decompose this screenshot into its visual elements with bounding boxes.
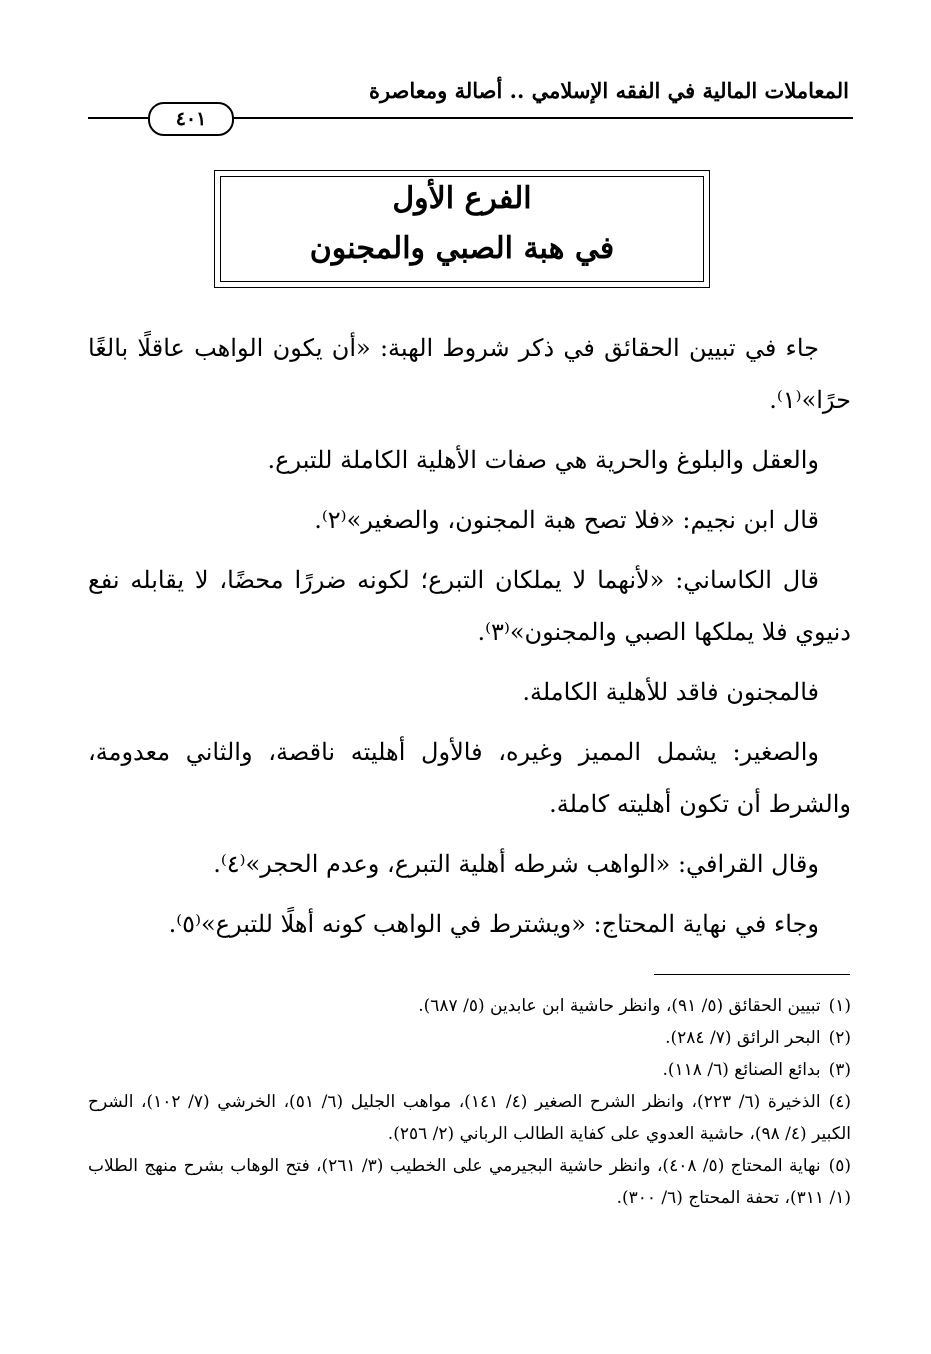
footnote-number: (٢) [828,1028,851,1048]
footnote-separator [654,974,850,975]
footnote-text: بدائع الصنائع (٦/ ١١٨). [662,1060,821,1080]
footnote-number: (٤) [828,1092,851,1112]
page-number: ٤٠١ [148,102,234,136]
footnote-text: نهاية المحتاج (٥/ ٤٠٨)، وانظر حاشية البجيرمي على الخطيب (٣/ ٢٦١)، فتح الوهاب بشرح منهج الطلاب (١/ ٣١١)، تحفة المحتاج (٦/ ٣٠٠). [88,1156,851,1208]
footnote [88,1054,851,1086]
paragraph: وقال القرافي: «الواهب شرطه أهلية التبرع، وعدم الحجر»⁽٤⁾. [213,850,819,878]
paragraph: فالمجنون فاقد للأهلية الكاملة. [522,678,819,706]
footnotes [88,990,851,1214]
paragraph: قال الكاساني: «لأنهما لا يملكان التبرع؛ لكونه ضررًا محضًا، لا يقابله نفع دنيوي فلا يملكها الصبي والمجنون»⁽٣⁾. [88,566,851,646]
paragraph: والعقل والبلوغ والحرية هي صفات الأهلية الكاملة للتبرع. [267,446,819,474]
paragraph: وجاء في نهاية المحتاج: «ويشترط في الواهب كونه أهلًا للتبرع»⁽٥⁾. [168,910,819,938]
body-text [88,322,851,950]
paragraph: جاء في تبيين الحقائق في ذكر شروط الهبة: «أن يكون الواهب عاقلًا بالغًا حرًا»⁽١⁾. [88,334,851,414]
footnote [88,1150,851,1214]
paragraph: قال ابن نجيم: «فلا تصح هبة المجنون، والصغير»⁽٢⁾. [314,506,819,534]
footnote [88,1022,851,1054]
footnote-number: (٥) [828,1156,851,1176]
footnote-number: (١) [828,996,851,1016]
footnote-text: البحر الرائق (٧/ ٢٨٤). [665,1028,821,1048]
footnote-text: الذخيرة (٦/ ٢٢٣)، وانظر الشرح الصغير (٤/ ١٤١)، مواهب الجليل (٦/ ٥١)، الخرشي (٧/ ١٠٢)، الشرح الكبير (٤/ ٩٨)، حاشية العدوي على كفاية الطالب الرباني (٢/ ٢٥٦). [88,1092,851,1144]
footnote [88,1086,851,1150]
footnote-text: تبيين الحقائق (٥/ ٩١)، وانظر حاشية ابن عابدين (٥/ ٦٨٧). [418,996,821,1016]
paragraph: والصغير: يشمل المميز وغيره، فالأول أهليته ناقصة، والثاني معدومة، والشرط أن تكون أهليته كاملة. [88,738,851,818]
section-title-box [214,170,710,288]
section-title-line-2: في هبة الصبي والمجنون [309,231,615,266]
running-header-title: المعاملات المالية في الفقه الإسلامي .. أصالة ومعاصرة [368,78,849,103]
section-title-line-1: الفرع الأول [392,181,532,216]
footnote-number: (٣) [828,1060,851,1080]
footnote [88,990,851,1022]
